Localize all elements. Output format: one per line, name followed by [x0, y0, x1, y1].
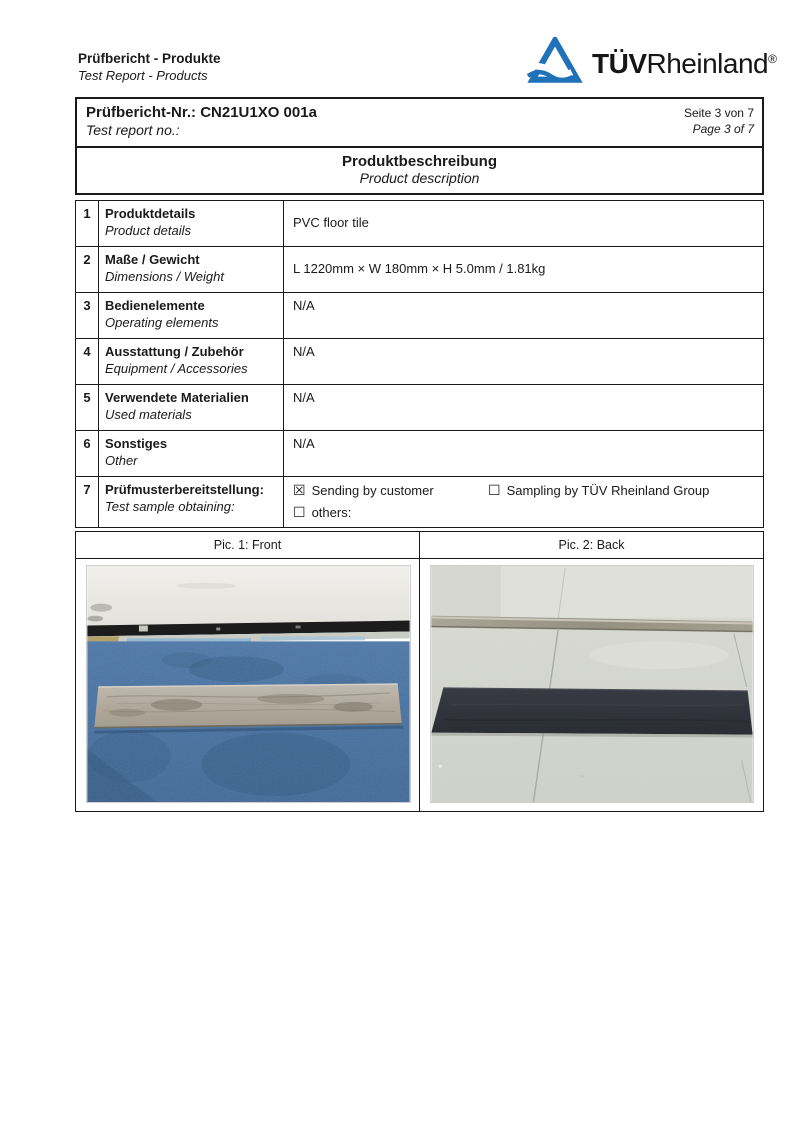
row-label-en: Equipment / Accessories [105, 360, 248, 376]
photo-front [86, 565, 411, 803]
section-title [77, 148, 762, 193]
section-title-en: Product description [359, 169, 480, 186]
checkbox-others[interactable] [293, 504, 351, 522]
page-indicator-en: Page 3 of 7 [692, 122, 754, 137]
logo-word-tuv: TÜV [592, 47, 647, 79]
page-indicator [684, 104, 754, 137]
row-label-de: Prüfmusterbereitstellung: [105, 482, 264, 497]
row-value: N/A [284, 293, 764, 339]
sample-obtaining-options [284, 477, 764, 528]
document-header [78, 50, 221, 84]
report-header-box [75, 97, 764, 195]
row-value: L 1220mm × W 180mm × H 5.0mm / 1.81kg [284, 247, 764, 293]
table-row [76, 339, 764, 385]
row-value: N/A [284, 339, 764, 385]
row-value: N/A [284, 431, 764, 477]
checkbox-sampling-by-tuv[interactable] [488, 482, 709, 500]
table-row [76, 477, 764, 528]
section-title-de: Produktbeschreibung [341, 152, 498, 170]
row-number: 5 [76, 385, 99, 431]
row-label-en: Other [105, 452, 138, 468]
table-row [76, 247, 764, 293]
table-row [76, 431, 764, 477]
report-number-value: CN21U1XO 001a [200, 104, 317, 121]
pictures-table [75, 531, 764, 812]
row-label-de: Ausstattung / Zubehör [105, 344, 244, 359]
row-label-de: Bedienelemente [105, 298, 205, 313]
row-label-de: Maße / Gewicht [105, 252, 200, 267]
row-label-en: Test sample obtaining: [105, 498, 235, 514]
row-label-de: Verwendete Materialien [105, 390, 249, 405]
table-row [76, 385, 764, 431]
report-number-label: Prüfbericht-Nr.: [86, 104, 197, 121]
table-row [76, 201, 764, 247]
photo-back [430, 565, 754, 803]
row-number: 3 [76, 293, 99, 339]
row-label-de: Produktdetails [105, 206, 196, 221]
checkbox-checked-icon: ☒ [293, 482, 306, 498]
checkbox-unchecked-icon: ☐ [293, 503, 306, 520]
picture-caption-front: Pic. 1: Front [76, 532, 420, 559]
picture-caption-back: Pic. 2: Back [420, 532, 764, 559]
table-row [76, 293, 764, 339]
row-value: N/A [284, 385, 764, 431]
product-description-table [75, 200, 764, 528]
report-number-line [86, 104, 317, 121]
document-title-de: Prüfbericht - Produkte [78, 51, 221, 66]
checkbox-unchecked-icon: ☐ [488, 482, 501, 498]
tuv-triangle-icon [527, 37, 583, 90]
row-label-en: Dimensions / Weight [105, 268, 224, 284]
row-label-de: Sonstiges [105, 436, 168, 451]
checkbox-sending-by-customer[interactable] [293, 482, 488, 500]
row-number: 6 [76, 431, 99, 477]
report-number-block [86, 104, 317, 140]
row-label-en: Product details [105, 222, 191, 238]
document-title-en: Test Report - Products [78, 67, 208, 83]
row-number: 4 [76, 339, 99, 385]
registered-mark: ® [768, 51, 777, 66]
report-number-label-en: Test report no.: [86, 122, 180, 138]
tuv-rheinland-logo [527, 37, 777, 90]
logo-word-rheinland: Rheinland [646, 47, 769, 79]
row-number: 2 [76, 247, 99, 293]
row-number: 7 [76, 477, 99, 528]
row-label-en: Operating elements [105, 314, 219, 330]
row-number: 1 [76, 201, 99, 247]
checkbox-label: Sending by customer [311, 483, 434, 498]
page-indicator-de: Seite 3 von 7 [683, 106, 754, 120]
checkbox-label: Sampling by TÜV Rheinland Group [506, 483, 710, 498]
logo-wordmark [592, 48, 777, 80]
row-label-en: Used materials [105, 406, 192, 422]
report-number-row [77, 99, 762, 148]
row-value: PVC floor tile [284, 201, 764, 247]
checkbox-label: others: [311, 504, 352, 520]
